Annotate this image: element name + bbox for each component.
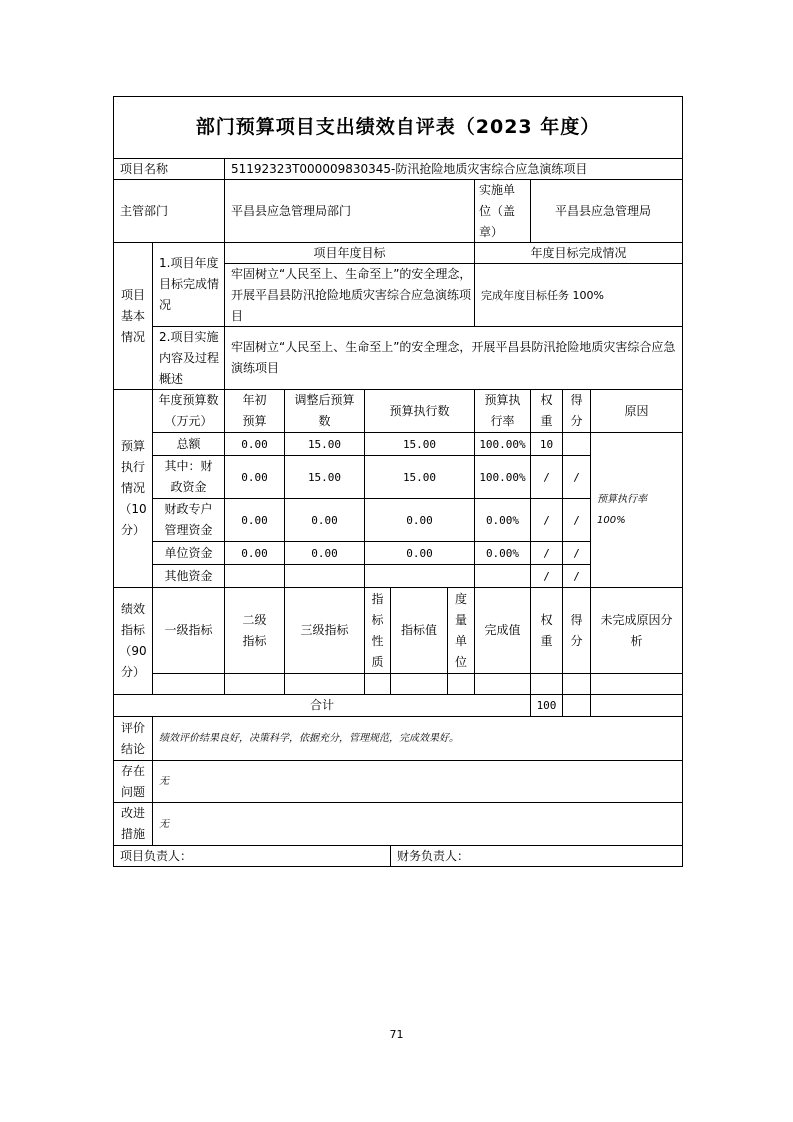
project-lead-label: 项目负责人：: [113, 845, 391, 867]
level3-header: 三级指标: [284, 587, 365, 674]
initial-budget-header: 年初预算: [224, 389, 285, 433]
problems-text: 无: [152, 760, 683, 803]
row-other-executed: [364, 564, 475, 588]
empty-cell: [562, 673, 591, 695]
row-total-weight: 10: [530, 432, 563, 456]
level2-header: 二级指标: [224, 587, 285, 674]
row-special-weight: /: [530, 498, 563, 542]
row-total-adjusted: 15.00: [284, 432, 365, 456]
row-other-rate: [474, 564, 531, 588]
empty-cell: [390, 673, 448, 695]
row-unit-adjusted: 0.00: [284, 541, 365, 565]
row-unit-rate: 0.00%: [474, 541, 531, 565]
row-special-executed: 0.00: [364, 498, 475, 542]
finance-lead-label: 财务负责人：: [390, 845, 683, 867]
project-name-value: 51192323T000009830345-防汛抢险地质灾害综合应急演练项目: [224, 158, 683, 180]
row-fiscal-rate: 100.00%: [474, 455, 531, 499]
empty-cell: [364, 673, 391, 695]
score-header: 得分: [562, 389, 591, 433]
unit-header: 度量单位: [447, 587, 475, 674]
row-other-weight: /: [530, 564, 563, 588]
empty-cell: [447, 673, 475, 695]
completion-header: 年度目标完成情况: [474, 242, 683, 264]
total-label: 合计: [113, 694, 531, 717]
row-unit-label: 单位资金: [152, 541, 225, 565]
empty-cell: [284, 673, 365, 695]
adjusted-budget-header: 调整后预算数: [284, 389, 365, 433]
completion-text: 完成年度目标任务 100%: [474, 263, 683, 327]
unfinished-reason-header: 未完成原因分析: [590, 587, 683, 674]
budget-year-header: 年度预算数（万元）: [152, 389, 225, 433]
row-other-score: /: [562, 564, 591, 588]
row-special-score: /: [562, 498, 591, 542]
impl-content-text: 牢固树立“人民至上、生命至上”的安全理念，开展平昌县防汛抢险地质灾害综合应急演练项目: [224, 326, 683, 390]
performance-label: 绩效指标（90分）: [113, 587, 153, 695]
improvements-text: 无: [152, 802, 683, 846]
row-special-initial: 0.00: [224, 498, 285, 542]
row-other-initial: [224, 564, 285, 588]
page-number: 71: [389, 1028, 404, 1041]
row-total-initial: 0.00: [224, 432, 285, 456]
empty-cell: [590, 673, 683, 695]
row-unit-score: /: [562, 541, 591, 565]
row-total-executed: 15.00: [364, 432, 475, 456]
goal-header: 项目年度目标: [224, 242, 475, 264]
dept-value: 平昌县应急管理局部门: [224, 179, 475, 243]
impl-content-label: 2.项目实施内容及过程概述: [152, 326, 225, 390]
goal-completion-label: 1.项目年度目标完成情况: [152, 242, 225, 327]
basic-info-label: 项目基本情况: [113, 242, 153, 390]
impl-unit-value: 平昌县应急管理局: [530, 179, 683, 243]
dept-label: 主管部门: [113, 179, 225, 243]
row-unit-weight: /: [530, 541, 563, 565]
exec-rate-header: 预算执行率: [474, 389, 531, 433]
row-special-adjusted: 0.00: [284, 498, 365, 542]
row-fiscal-score: /: [562, 455, 591, 499]
done-header: 完成值: [474, 587, 531, 674]
weight-header: 权重: [530, 389, 563, 433]
total-score: [562, 694, 591, 717]
row-unit-initial: 0.00: [224, 541, 285, 565]
row-total-label: 总额: [152, 432, 225, 456]
value-header: 指标值: [390, 587, 448, 674]
perf-weight-header: 权重: [530, 587, 563, 674]
level1-header: 一级指标: [152, 587, 225, 674]
budget-label: 预算执行情况（10分）: [113, 389, 153, 588]
empty-cell: [474, 673, 531, 695]
total-weight: 100: [530, 694, 563, 717]
impl-unit-label: 实施单位（盖章）: [474, 179, 531, 243]
row-special-rate: 0.00%: [474, 498, 531, 542]
perf-score-header: 得分: [562, 587, 591, 674]
row-unit-executed: 0.00: [364, 541, 475, 565]
problems-label: 存在问题: [113, 760, 153, 803]
empty-cell: [224, 673, 285, 695]
reason-header: 原因: [590, 389, 683, 433]
evaluation-text: 绩效评价结果良好，决策科学，依据充分，管理规范，完成效果好。: [152, 716, 683, 761]
row-total-rate: 100.00%: [474, 432, 531, 456]
row-other-label: 其他资金: [152, 564, 225, 588]
empty-cell: [530, 673, 563, 695]
improvements-label: 改进措施: [113, 802, 153, 846]
empty-cell: [152, 673, 225, 695]
row-special-label: 财政专户管理资金: [152, 498, 225, 542]
row-fiscal-adjusted: 15.00: [284, 455, 365, 499]
goal-text: 牢固树立“人民至上、生命至上”的安全理念，开展平昌县防汛抢险地质灾害综合应急演练项目: [224, 263, 475, 327]
row-fiscal-executed: 15.00: [364, 455, 475, 499]
evaluation-label: 评价结论: [113, 716, 153, 761]
total-reason: [590, 694, 683, 717]
row-fiscal-weight: /: [530, 455, 563, 499]
budget-reason-text: 预算执行率 100%: [590, 432, 683, 588]
row-fiscal-label: 其中：财政资金: [152, 455, 225, 499]
executed-budget-header: 预算执行数: [364, 389, 475, 433]
row-total-score: [562, 432, 591, 456]
project-name-label: 项目名称: [113, 158, 225, 180]
nature-header: 指标性质: [364, 587, 391, 674]
row-fiscal-initial: 0.00: [224, 455, 285, 499]
page-title: 部门预算项目支出绩效自评表（2023 年度）: [113, 96, 683, 159]
row-other-adjusted: [284, 564, 365, 588]
